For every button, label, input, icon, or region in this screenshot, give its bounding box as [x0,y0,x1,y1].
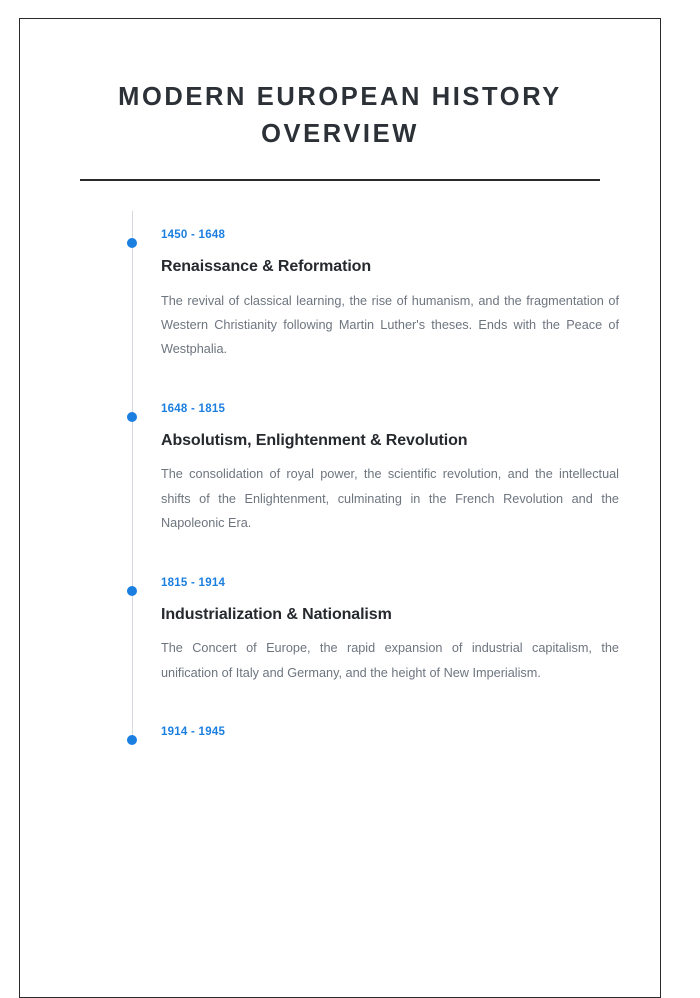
timeline-list [20,227,660,740]
timeline-dot-icon [127,412,137,422]
timeline-dot-icon [127,586,137,596]
timeline-entry [20,227,660,362]
timeline-entry-title: Absolutism, Enlightenment & Revolution [161,431,468,449]
timeline-entry [20,724,660,740]
timeline-entry-title: Renaissance & Reformation [161,258,372,276]
timeline-entry-description: The consolidation of royal power, the scientific revolution, and the intellectual shifts of the Enlightenment, culminating in the French Revolution and the Napoleonic Era. [161,467,619,531]
timeline-entry-period: 1815 - 1914 [161,576,226,589]
page-title: MODERN EUROPEAN HISTORY OVERVIEW [118,83,562,148]
title-divider [80,179,600,181]
timeline-entry [20,575,660,685]
timeline-entry-period: 1914 - 1945 [161,726,226,738]
timeline-entry-description: The revival of classical learning, the rise of humanism, and the fragmentation of Western Christianity following Martin Luther's theses. Ends with the Peace of Westphalia. [161,293,619,357]
timeline-entry-description: The Concert of Europe, the rapid expansion of industrial capitalism, the unification of Italy and Germany, and the height of New Imperialism. [161,641,619,680]
timeline-dot-icon [127,735,137,745]
document-page [19,18,661,998]
timeline-dot-icon [127,238,137,248]
timeline-entry-period: 1450 - 1648 [161,228,226,241]
timeline-entry-title: Industrialization & Nationalism [161,605,392,623]
timeline-entry-period: 1648 - 1815 [161,402,226,415]
timeline-entry [20,401,660,536]
